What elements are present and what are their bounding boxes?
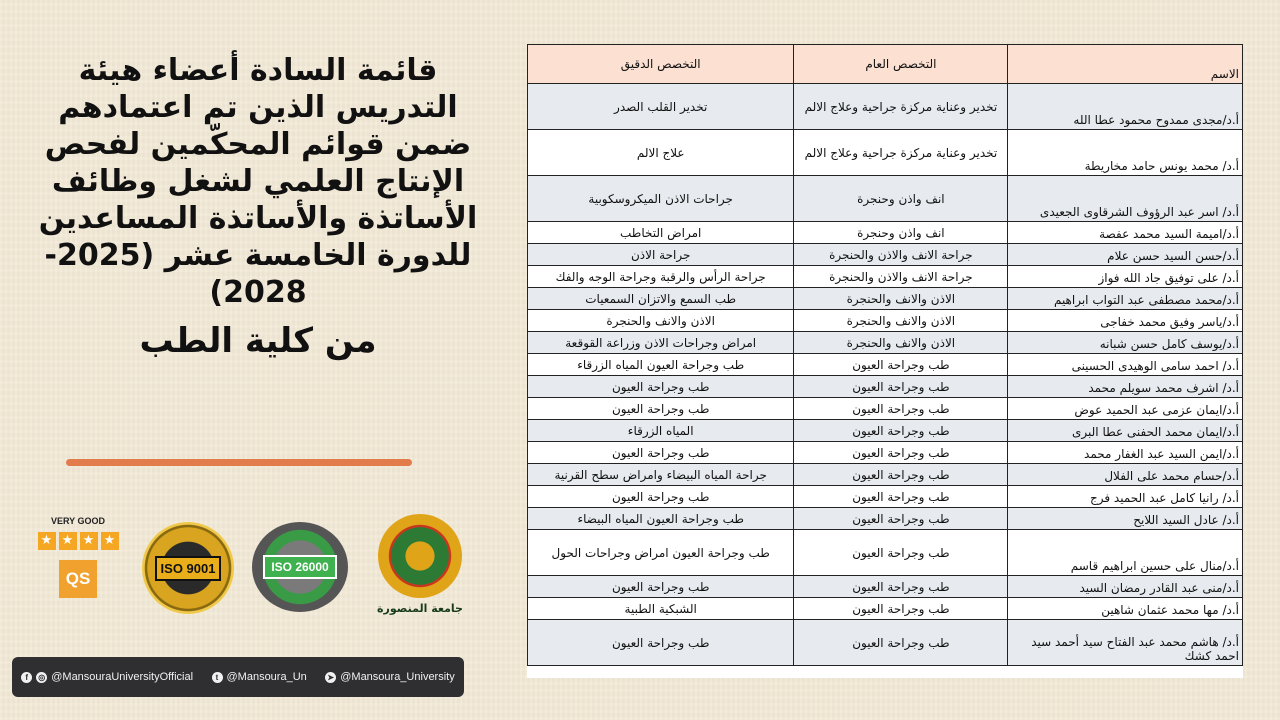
cell-name: أ.د/محمد مصطفى عبد التواب ابراهيم <box>1008 288 1243 310</box>
telegram-handle: @Mansoura_University <box>340 671 455 683</box>
cell-name: أ.د/حسام محمد على الفلال <box>1008 464 1243 486</box>
cell-name: أ.د/ احمد سامى الوهيدى الحسينى <box>1008 354 1243 376</box>
header-specific: التخصص الدقيق <box>528 45 794 84</box>
table-row <box>528 354 1243 376</box>
cell-name: أ.د/ هاشم محمد عبد الفتاح سيد أحمد سيد احمد كشك <box>1008 620 1243 666</box>
cell-specific: طب وجراحة العيون <box>528 620 794 666</box>
iso26000-seal <box>252 522 348 612</box>
table-header-row <box>528 45 1243 84</box>
header-general: التخصص العام <box>794 45 1008 84</box>
table-row <box>528 130 1243 176</box>
table-body <box>528 84 1243 666</box>
cell-specific: طب وجراحة العيون <box>528 376 794 398</box>
cell-specific: طب وجراحة العيون <box>528 486 794 508</box>
table-row <box>528 530 1243 576</box>
cell-specific: جراحة المياه البيضاء وامراض سطح القرنية <box>528 464 794 486</box>
cell-name: أ.د/ عادل السيد اللايح <box>1008 508 1243 530</box>
cell-name: أ.د/ايمان محمد الحفنى عطا البرى <box>1008 420 1243 442</box>
table-row <box>528 310 1243 332</box>
table-row <box>528 398 1243 420</box>
cell-general: تخدير وعناية مركزة جراحية وعلاج الالم <box>794 130 1008 176</box>
cell-name: أ.د/ على توفيق جاد الله فواز <box>1008 266 1243 288</box>
telegram-icon: ➤ <box>325 672 336 683</box>
cell-name: أ.د/مجدى ممدوح محمود عطا الله <box>1008 84 1243 130</box>
table-row <box>528 376 1243 398</box>
cell-name: أ.د/ايمان عزمى عبد الحميد عوض <box>1008 398 1243 420</box>
table-row <box>528 508 1243 530</box>
cell-general: جراحة الانف والاذن والحنجرة <box>794 266 1008 288</box>
social-telegram[interactable] <box>325 671 455 683</box>
instagram-icon: ◎ <box>36 672 47 683</box>
cell-specific: الشبكية الطبية <box>528 598 794 620</box>
qs-rating-label: VERY GOOD <box>50 516 105 526</box>
cell-general: طب وجراحة العيون <box>794 620 1008 666</box>
qs-rating-badge <box>30 514 126 616</box>
iso26000-label: ISO 26000 <box>263 555 336 579</box>
table-row <box>528 420 1243 442</box>
star-icon: ★ <box>59 532 77 550</box>
emblem-icon <box>378 514 462 598</box>
twitter-handle: @Mansoura_Un <box>226 671 307 683</box>
cell-specific: امراض التخاطب <box>528 222 794 244</box>
iso9001-seal <box>142 522 234 614</box>
star-icon: ★ <box>80 532 98 550</box>
faculty-table <box>527 44 1243 666</box>
cell-general: طب وجراحة العيون <box>794 420 1008 442</box>
table-row <box>528 620 1243 666</box>
university-name: جامعة المنصورة <box>377 602 463 615</box>
cell-specific: جراحات الاذن الميكروسكوبية <box>528 176 794 222</box>
social-facebook-instagram[interactable] <box>21 671 193 683</box>
facebook-handle: @MansouraUniversityOfficial <box>51 671 194 683</box>
cell-general: طب وجراحة العيون <box>794 486 1008 508</box>
cell-general: الاذن والانف والحنجرة <box>794 310 1008 332</box>
cell-specific: طب وجراحة العيون المياه البيضاء <box>528 508 794 530</box>
cell-general: الاذن والانف والحنجرة <box>794 332 1008 354</box>
cell-name: أ.د/ محمد يونس حامد مخاريطة <box>1008 130 1243 176</box>
cell-name: أ.د/ مها محمد عثمان شاهين <box>1008 598 1243 620</box>
cell-specific: طب وجراحة العيون <box>528 576 794 598</box>
table-row <box>528 288 1243 310</box>
cell-general: طب وجراحة العيون <box>794 598 1008 620</box>
table-row <box>528 266 1243 288</box>
table-row <box>528 464 1243 486</box>
cell-name: أ.د/ياسر وفيق محمد خفاجى <box>1008 310 1243 332</box>
cell-name: أ.د/منال على حسين ابراهيم قاسم <box>1008 530 1243 576</box>
cell-general: طب وجراحة العيون <box>794 398 1008 420</box>
table-row <box>528 332 1243 354</box>
cell-specific: جراحة الرأس والرقبة وجراحة الوجه والفك <box>528 266 794 288</box>
star-icon: ★ <box>38 532 56 550</box>
social-twitter[interactable] <box>212 671 307 683</box>
cell-name: أ.د/اميمة السيد محمد عفصة <box>1008 222 1243 244</box>
cell-specific: طب وجراحة العيون المياه الزرقاء <box>528 354 794 376</box>
qs-logo: QS <box>59 560 97 598</box>
facebook-icon: f <box>21 672 32 683</box>
cell-specific: امراض وجراحات الاذن وزراعة القوقعة <box>528 332 794 354</box>
cell-general: طب وجراحة العيون <box>794 576 1008 598</box>
cell-general: طب وجراحة العيون <box>794 508 1008 530</box>
cell-specific: علاج الالم <box>528 130 794 176</box>
cell-general: انف واذن وحنجرة <box>794 222 1008 244</box>
qs-stars <box>30 532 126 550</box>
table-row <box>528 576 1243 598</box>
faculty-table-wrapper <box>527 44 1243 678</box>
cell-name: أ.د/ اشرف محمد سويلم محمد <box>1008 376 1243 398</box>
cell-general: طب وجراحة العيون <box>794 354 1008 376</box>
cell-general: انف واذن وحنجرة <box>794 176 1008 222</box>
cell-name: أ.د/ رانيا كامل عبد الحميد فرج <box>1008 486 1243 508</box>
cell-name: أ.د/ اسر عبد الرؤوف الشرقاوى الجعيدى <box>1008 176 1243 222</box>
table-row <box>528 244 1243 266</box>
table-row <box>528 598 1243 620</box>
cell-general: طب وجراحة العيون <box>794 530 1008 576</box>
table-row <box>528 176 1243 222</box>
page-title <box>18 52 498 360</box>
cell-specific: تخدير القلب الصدر <box>528 84 794 130</box>
star-icon: ★ <box>101 532 119 550</box>
cell-specific: طب السمع والاتزان السمعيات <box>528 288 794 310</box>
cell-name: أ.د/منى عبد القادر رمضان السيد <box>1008 576 1243 598</box>
iso9001-label: ISO 9001 <box>155 556 222 581</box>
cell-name: أ.د/ايمن السيد عبد الغفار محمد <box>1008 442 1243 464</box>
cell-specific: المياه الزرقاء <box>528 420 794 442</box>
cell-general: طب وجراحة العيون <box>794 442 1008 464</box>
cell-general: طب وجراحة العيون <box>794 464 1008 486</box>
cell-general: تخدير وعناية مركزة جراحية وعلاج الالم <box>794 84 1008 130</box>
table-row <box>528 486 1243 508</box>
header-name: الاسم <box>1008 45 1243 84</box>
twitter-icon: t <box>212 672 223 683</box>
title-subtitle: من كلية الطب <box>139 321 377 361</box>
cell-general: الاذن والانف والحنجرة <box>794 288 1008 310</box>
cell-specific: طب وجراحة العيون <box>528 398 794 420</box>
table-row <box>528 84 1243 130</box>
cell-general: جراحة الانف والاذن والحنجرة <box>794 244 1008 266</box>
social-bar <box>12 657 464 697</box>
title-text: قائمة السادة أعضاء هيئة التدريس الذين تم اعتمادهم ضمن قوائم المحكّمين لفحص الإنتاج العلمي لشغل وظائف الأساتذة والأساتذة المساعدين للدورة الخامسة عشر (2025-2028) <box>38 53 478 310</box>
cell-specific: الاذن والانف والحنجرة <box>528 310 794 332</box>
cell-specific: طب وجراحة العيون <box>528 442 794 464</box>
university-emblem <box>374 514 466 626</box>
cell-general: طب وجراحة العيون <box>794 376 1008 398</box>
table-row <box>528 442 1243 464</box>
table-row <box>528 222 1243 244</box>
title-underline <box>66 459 412 466</box>
cell-name: أ.د/يوسف كامل حسن شبانه <box>1008 332 1243 354</box>
cell-name: أ.د/حسن السيد حسن علام <box>1008 244 1243 266</box>
cell-specific: طب وجراحة العيون امراض وجراحات الحول <box>528 530 794 576</box>
cell-specific: جراحة الاذن <box>528 244 794 266</box>
